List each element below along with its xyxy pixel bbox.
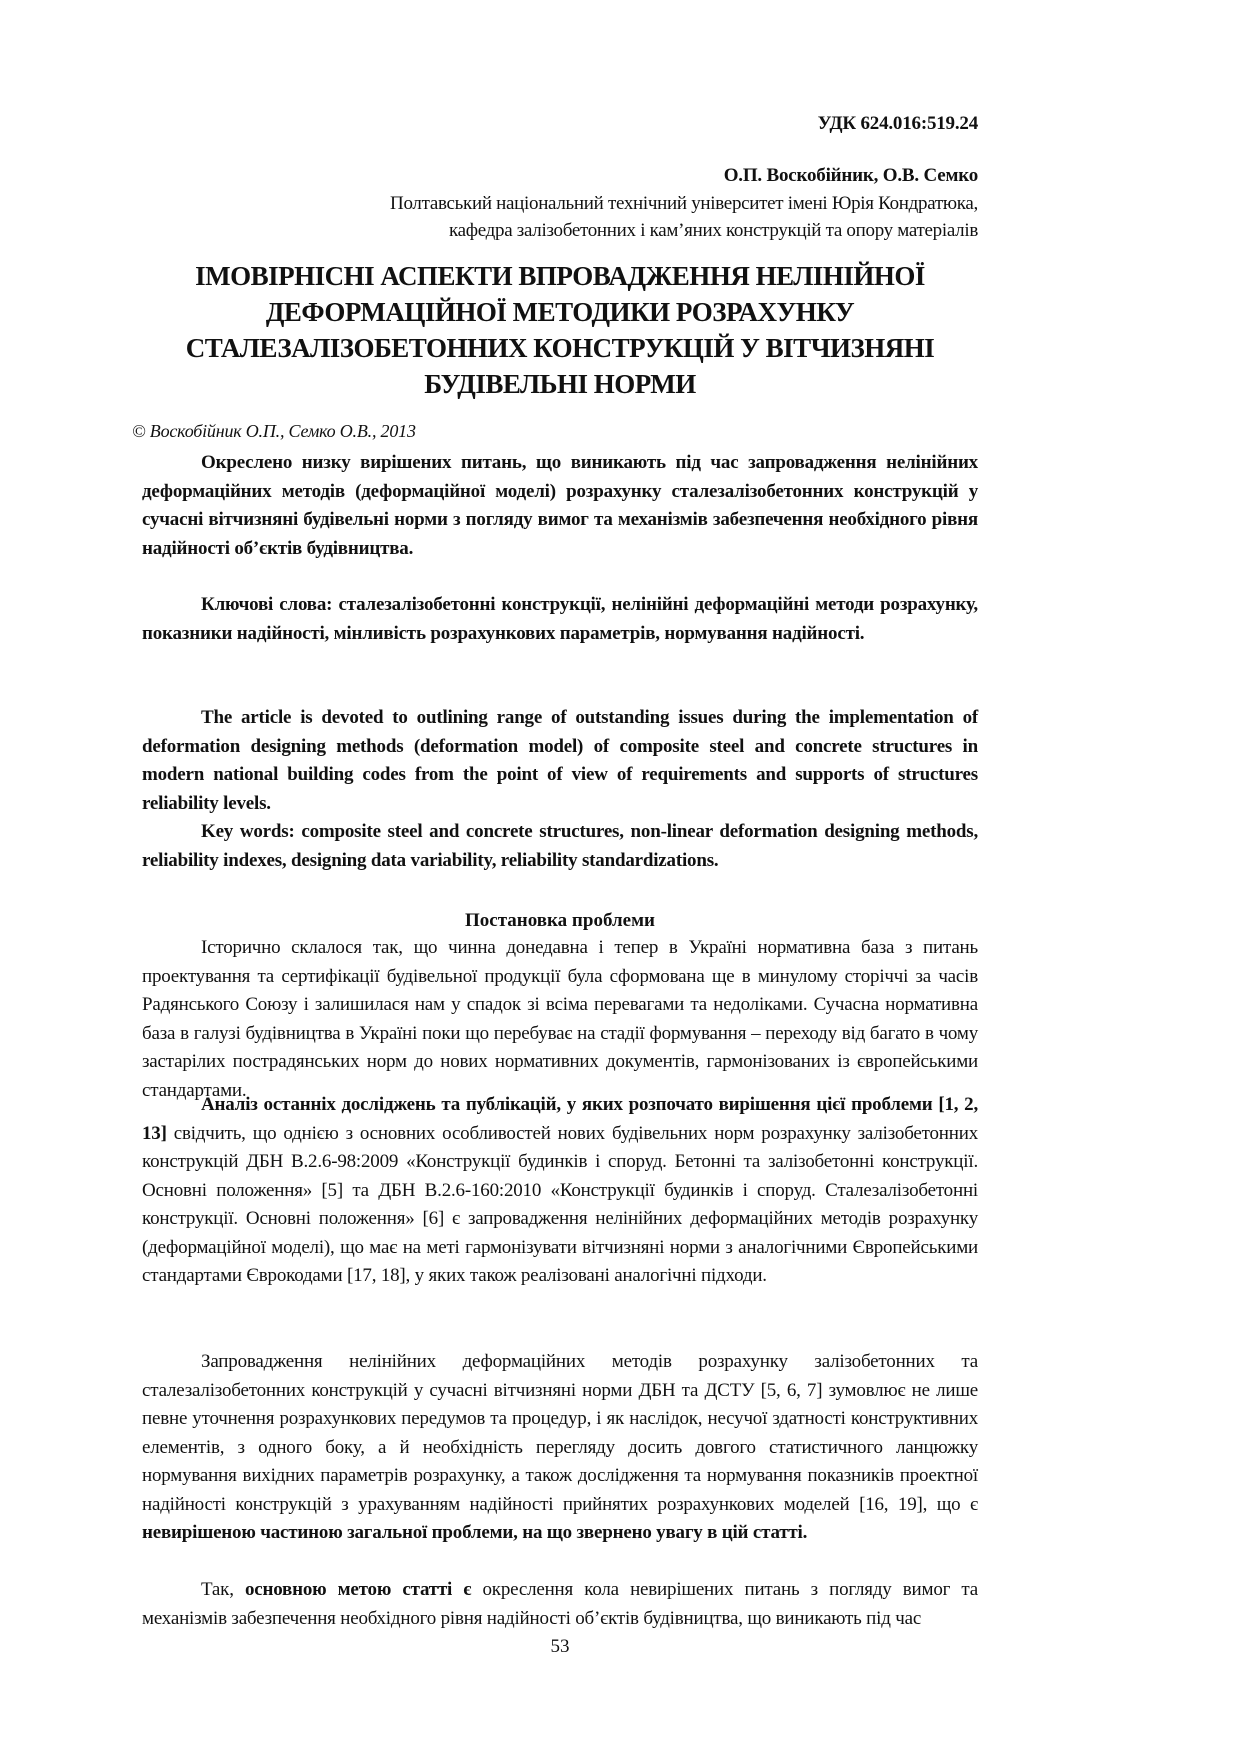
title-line: СТАЛЕЗАЛІЗОБЕТОННИХ КОНСТРУКЦІЙ У ВІТЧИЗНЯНІ [185,333,935,363]
title-line: ДЕФОРМАЦІЙНОЇ МЕТОДИКИ РОЗРАХУНКУ [265,297,855,327]
keywords-ua: Ключові слова: сталезалізобетонні конструкції, нелінійні деформаційні методи розрахунку, показники надійності, мінливість розрахункових параметрів, нормування надійності. [142,594,978,644]
copyright-line: © Воскобійник О.П., Семко О.В., 2013 [132,421,416,441]
title-line: ІМОВІРНІСНІ АСПЕКТИ ВПРОВАДЖЕННЯ НЕЛІНІЙНОЇ [195,261,925,291]
abstract-ua: Окреслено низку вирішених питань, що виникають під час запровадження нелінійних деформаційних методів (деформаційної моделі) розрахунку сталезалізобетонних конструкцій у сучасні вітчизняні будівельні норми з погляду вимог та механізмів забезпечення необхідного рівня надійності об’єктів будівництва. [142,452,978,559]
paragraph-implementation [142,1348,978,1548]
analysis-lead: Аналіз останніх досліджень та публікацій, у яких розпочато вирішення цієї проблеми [1, 2, 13] [142,1094,978,1144]
affiliation [390,190,978,244]
paragraph-goal [142,1576,978,1633]
implementation-emphasis: невирішеною частиною загальної проблеми, на що звернено увагу в цій статті. [142,1522,808,1543]
goal-emphasis: основною метою статті є [244,1579,472,1600]
paragraph-analysis [142,1091,978,1291]
keywords-en: Key words: composite steel and concrete structures, non-linear deformation designing methods, reliability indexes, designing data variability, reliability standardizations. [142,821,978,871]
title-line: БУДІВЕЛЬНІ НОРМИ [424,369,696,399]
article-title [142,258,978,402]
page-number: 53 [550,1636,570,1657]
implementation-text: Запровадження нелінійних деформаційних методів розрахунку залізобетонних та сталезалізобетонних конструкцій у сучасні вітчизняні норми ДБН та ДСТУ [5, 6, 7] зумовлює не лише певне уточнення розрахункових передумов та процедур, і як наслідок, несучої здатності конструктивних елементів, з одного боку, а й необхідність перегляду досить довгого статистичного ланцюжку нормування вихідних параметрів розрахунку, а також дослідження та нормування показників проектної надійності конструкцій з урахуванням надійності прийнятих розрахункових моделей [16, 19], що є [142,1351,978,1515]
affiliation-line-2: кафедра залізобетонних і кам’яних конструкцій та опору матеріалів [448,220,978,241]
analysis-text: свідчить, що однією з основних особливостей нових будівельних норм розрахунку залізобетонних конструкцій ДБН В.2.6-98:2009 «Конструкції будинків і споруд. Бетонні та залізобетонні конструкції. Основні положення» [5] та ДБН В.2.6-160:2010 «Конструкції будинків і споруд. Сталезалізобетонні конструкції. Основні положення» [6] є запровадження нелінійних деформаційних методів розрахунку (деформаційної моделі), що має на меті гармонізувати вітчизняні норми з аналогічними Європейськими стандартами Єврокодами [17, 18], у яких також реалізовані аналогічні підходи. [142,1122,978,1286]
section-heading: Постановка проблеми [465,910,655,931]
goal-text: окреслення кола невирішених питань з погляду вимог та механізмів забезпечення необхідного рівня надійності об’єктів будівництва, що виникають під час [142,1579,978,1629]
udc-code: УДК 624.016:519.24 [817,113,978,134]
paragraph-problem: Історично склалося так, що чинна донедавна і тепер в Україні нормативна база з питань проектування та сертифікації будівельної продукції була сформована ще в минулому сторіччі за часів Радянського Союзу і залишилася нам у спадок зі всіма перевагами та недоліками. Сучасна нормативна база в галузі будівництва в Україні поки що перебуває на стадії формування – переходу від багато в чому застарілих пострадянських норм до нових нормативних документів, гармонізованих із європейськими стандартами. [142,937,978,1101]
authors: О.П. Воскобійник, О.В. Семко [723,165,978,186]
affiliation-line-1: Полтавський національний технічний університет імені Юрія Кондратюка, [390,193,978,214]
abstract-en: The article is devoted to outlining range of outstanding issues during the implementation of deformation designing methods (deformation model) of composite steel and concrete structures in modern national building codes from the point of view of requirements and supports of structures reliability levels. [142,707,978,814]
goal-lead: Так, [201,1579,245,1600]
